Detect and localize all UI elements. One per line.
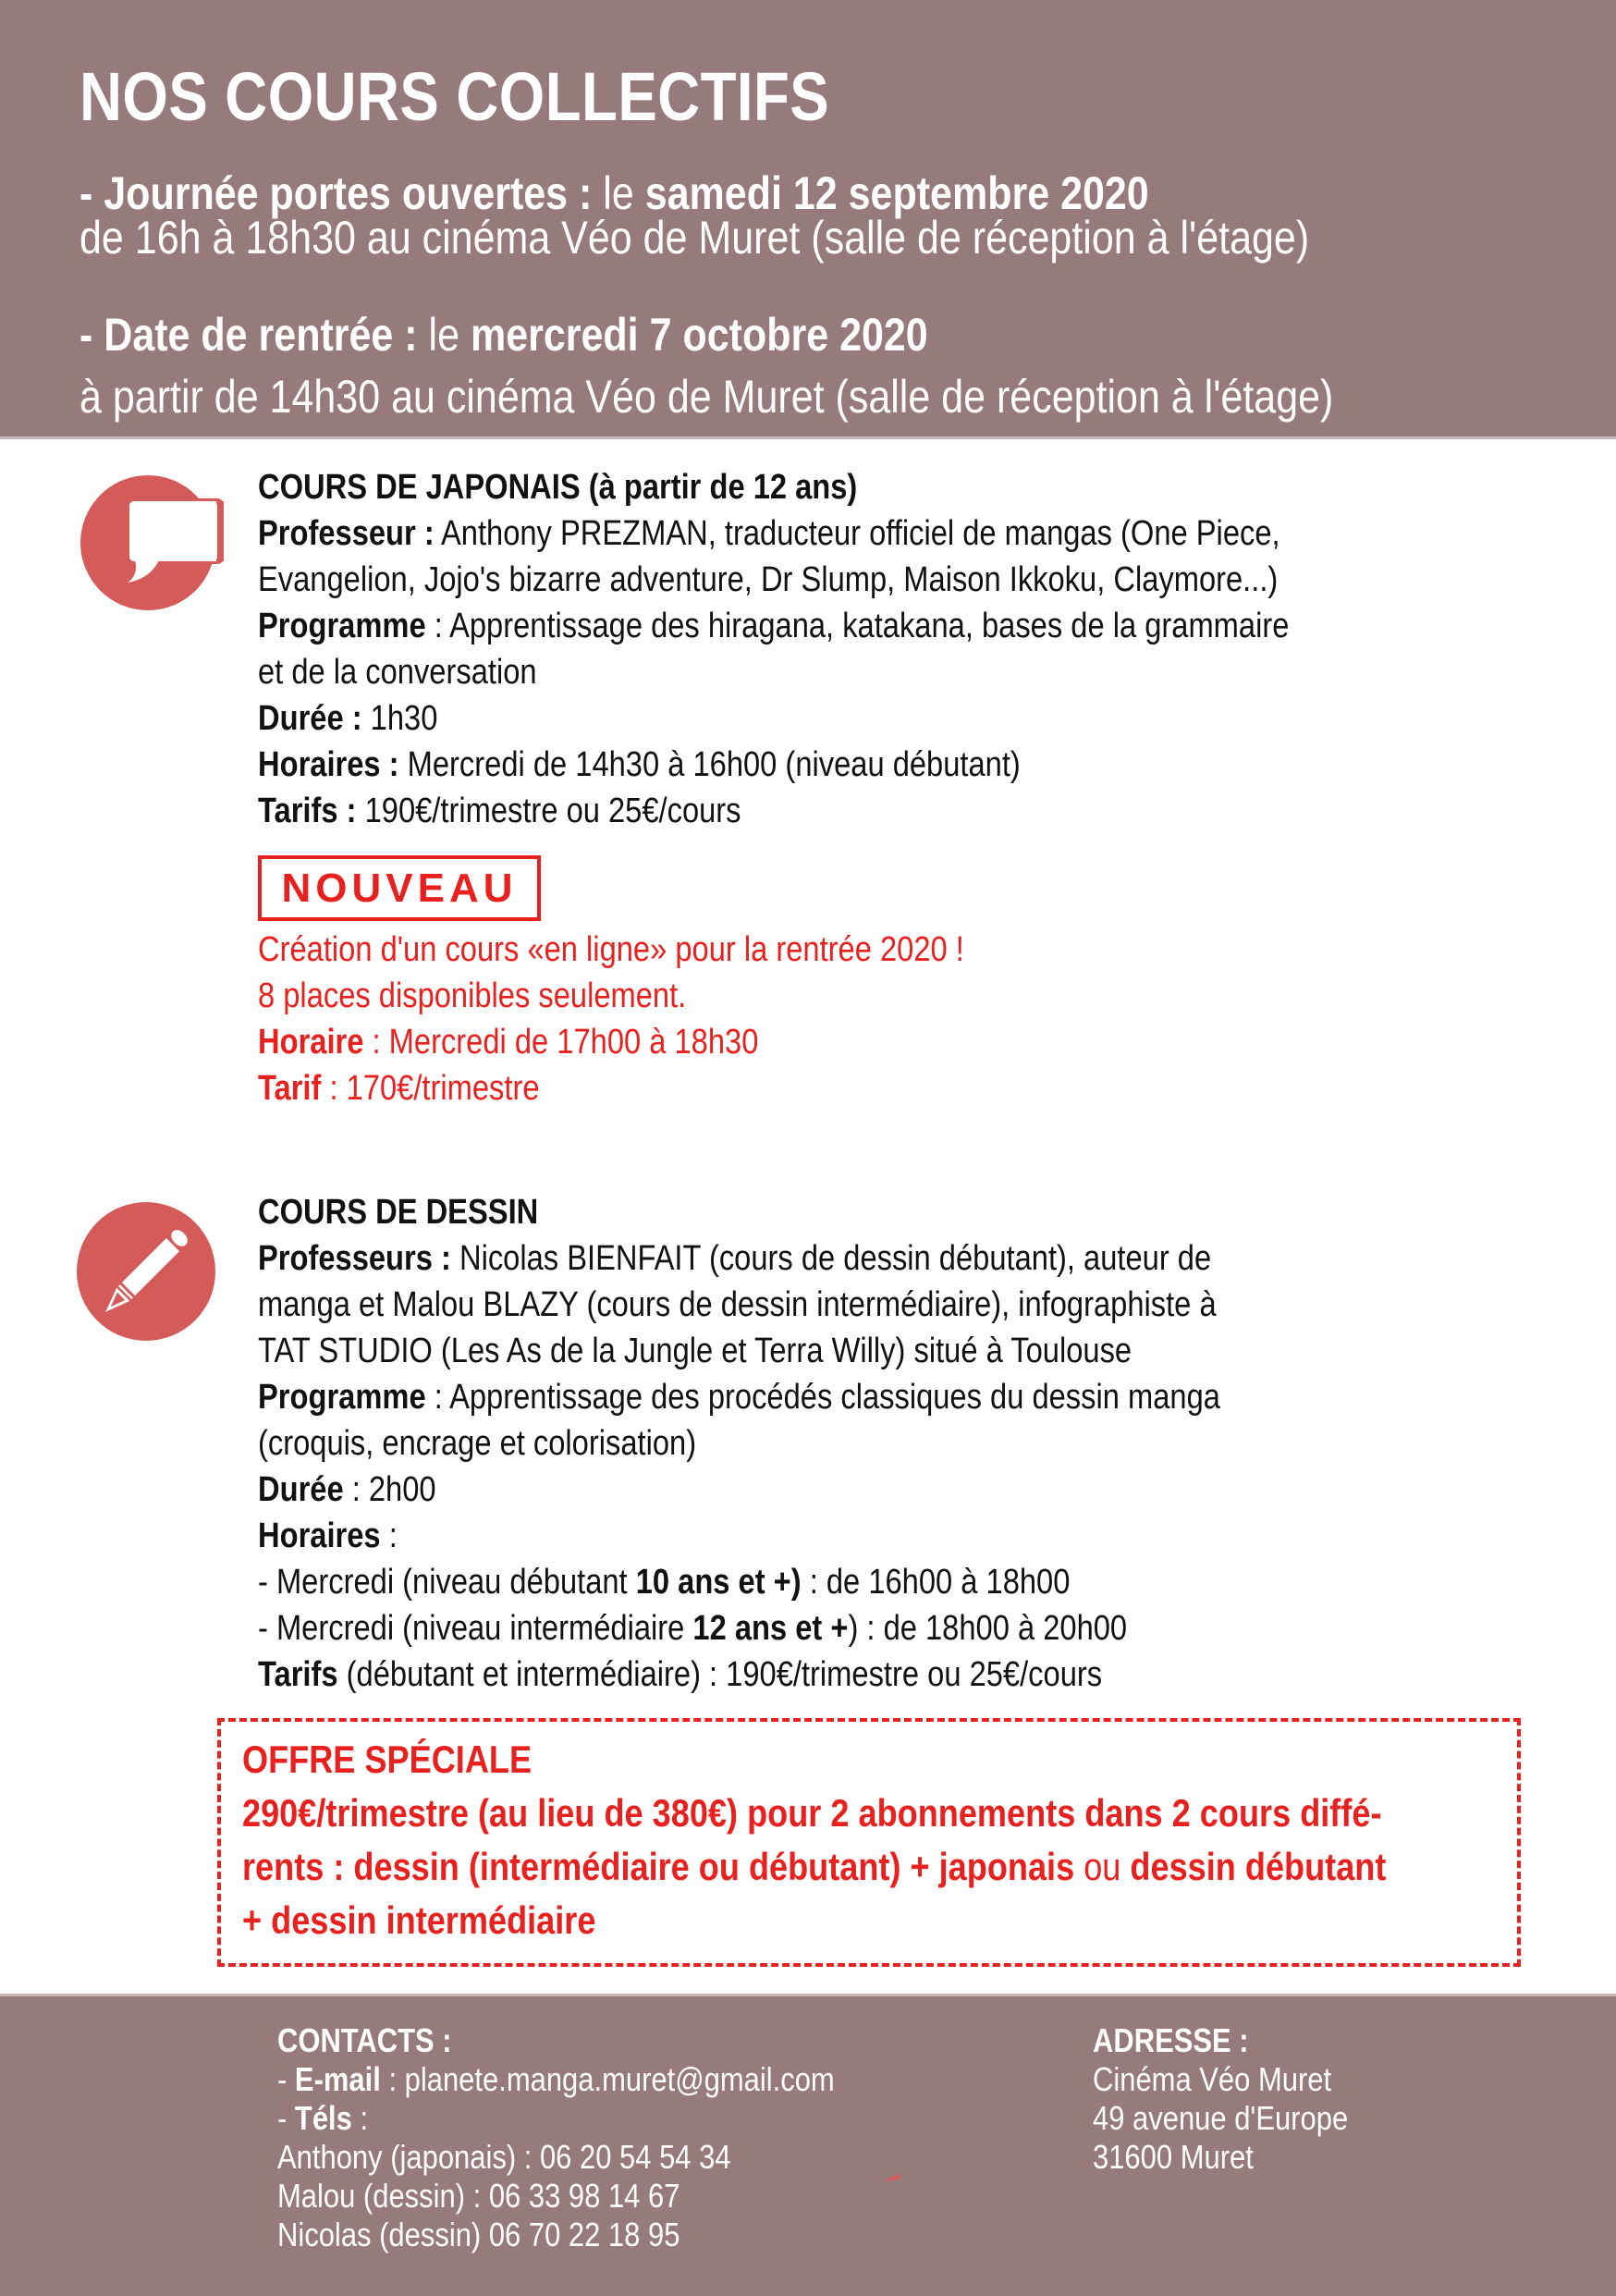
phone-anthony[interactable]: Anthony (japonais) : 06 20 54 54 34: [277, 2138, 731, 2176]
start-date-details: à partir de 14h30 au cinéma Véo de Muret (salle de réception à l'étage): [80, 371, 1334, 423]
slot-age: 12 ans et +: [692, 1609, 849, 1648]
schedule-label: Horaires :: [258, 745, 399, 784]
program-value: : Apprentissage des hiragana, katakana, bases de la grammaire: [425, 607, 1290, 645]
start-date-connector: le: [417, 309, 471, 361]
open-day-date: samedi 12 septembre 2020: [644, 167, 1149, 219]
speech-bubble-icon: [78, 475, 244, 614]
program-label: Programme: [258, 607, 426, 645]
teachers-value-cont-2: TAT STUDIO (Les As de la Jungle et Terra Willy) situé à Toulouse: [258, 1332, 1132, 1370]
schedule-value: Mercredi de 14h30 à 16h00 (niveau débutant): [398, 745, 1021, 784]
slot-time: : de 16h00 à 18h00: [801, 1563, 1071, 1602]
email-link[interactable]: : planete.manga.muret@gmail.com: [380, 2060, 835, 2098]
online-schedule-label: Horaire: [258, 1023, 364, 1062]
slot-prefix: - Mercredi (niveau intermédiaire: [258, 1609, 693, 1648]
teachers-value-cont-1: manga et Malou BLAZY (cours de dessin intermédiaire), infographiste à: [258, 1285, 1217, 1324]
drawing-price-value: (débutant et intermédiaire) : 190€/trimestre ou 25€/cours: [337, 1655, 1103, 1694]
email-dash: -: [277, 2060, 295, 2098]
online-schedule-value: : Mercredi de 17h00 à 18h30: [363, 1023, 759, 1062]
japanese-course-title: COURS DE JAPONAIS (à partir de 12 ans): [258, 468, 858, 507]
drawing-program-label: Programme: [258, 1378, 426, 1417]
drawing-course-section: [258, 1189, 1220, 1698]
start-date-line: [80, 308, 928, 362]
phones-label: Téls: [294, 2099, 352, 2137]
duration-value: 1h30: [361, 699, 438, 738]
open-day-details: de 16h à 18h30 au cinéma Véo de Muret (salle de réception à l'étage): [80, 212, 1310, 264]
drawing-course-title: COURS DE DESSIN: [258, 1193, 539, 1232]
price-label: Tarifs :: [258, 792, 357, 830]
online-course-places: 8 places disponibles seulement.: [258, 976, 687, 1015]
offer-or: ou: [1074, 1845, 1131, 1888]
drawing-duration-value: : 2h00: [343, 1470, 436, 1509]
contacts-title: CONTACTS :: [277, 2021, 452, 2059]
open-day-label: - Journée portes ouvertes :: [80, 167, 593, 219]
open-day-connector: le: [592, 167, 645, 219]
duration-label: Durée :: [258, 699, 362, 738]
contacts-block: [277, 2021, 835, 2254]
special-offer-title: OFFRE SPÉCIALE: [242, 1737, 533, 1781]
schedule-slot: [258, 1605, 1220, 1651]
drawing-price-label: Tarifs: [258, 1655, 338, 1694]
slot-prefix: - Mercredi (niveau débutant: [258, 1563, 636, 1602]
phone-malou[interactable]: Malou (dessin) : 06 33 98 14 67: [277, 2177, 680, 2215]
drawing-schedule-colon: :: [380, 1516, 398, 1555]
special-offer-line-3: + dessin intermédiaire: [242, 1898, 596, 1942]
email-label: E-mail: [294, 2060, 381, 2098]
phones-line: [277, 2099, 835, 2138]
phones-dash: -: [277, 2099, 295, 2137]
program-value-cont: et de la conversation: [258, 653, 537, 692]
phone-nicolas[interactable]: Nicolas (dessin) 06 70 22 18 95: [277, 2216, 680, 2253]
email-line: [277, 2060, 835, 2099]
slot-age: 10 ans et +): [635, 1563, 802, 1602]
drawing-duration-label: Durée: [258, 1470, 344, 1509]
pencil-icon: [77, 1202, 217, 1343]
address-block: [1093, 2021, 1348, 2177]
price-value: 190€/trimestre ou 25€/cours: [356, 792, 741, 830]
online-price-value: : 170€/trimestre: [321, 1069, 540, 1108]
online-price-label: Tarif: [258, 1069, 322, 1108]
drawing-schedule-label: Horaires: [258, 1516, 381, 1555]
drawing-program-value: : Apprentissage des procédés classiques du dessin manga: [425, 1378, 1220, 1417]
address-line: 31600 Muret: [1093, 2138, 1254, 2176]
teachers-value: Nicolas BIENFAIT (cours de dessin débutant), auteur de: [450, 1239, 1212, 1278]
offer-combo-2: dessin débutant: [1130, 1845, 1387, 1888]
offer-combo-1: rents : dessin (intermédiaire ou débutant) + japonais: [242, 1845, 1075, 1888]
page-title: NOS COURS COLLECTIFS: [80, 58, 830, 135]
new-badge-label: NOUVEAU: [281, 866, 518, 911]
address-title: ADRESSE :: [1093, 2021, 1249, 2059]
special-offer-text: [242, 1733, 1386, 1947]
teacher-value: Anthony PREZMAN, traducteur officiel de mangas (One Piece,: [434, 514, 1280, 553]
special-offer-line-1: 290€/trimestre (au lieu de 380€) pour 2 abonnements dans 2 cours diffé-: [242, 1791, 1382, 1835]
special-offer-line-2: [242, 1840, 1386, 1894]
address-line: Cinéma Véo Muret: [1093, 2060, 1332, 2098]
start-date-date: mercredi 7 octobre 2020: [470, 309, 928, 361]
new-badge: [258, 855, 541, 921]
online-course-section: [258, 927, 964, 1111]
phones-colon: :: [351, 2099, 369, 2137]
teacher-value-cont: Evangelion, Jojo's bizarre adventure, Dr Slump, Maison Ikkoku, Claymore...): [258, 560, 1279, 599]
address-line: 49 avenue d'Europe: [1093, 2099, 1349, 2137]
slot-time: ) : de 18h00 à 20h00: [848, 1609, 1128, 1648]
teacher-label: Professeur :: [258, 514, 435, 553]
schedule-slot: [258, 1559, 1220, 1605]
japanese-course-section: [258, 464, 1289, 834]
start-date-label: - Date de rentrée :: [80, 309, 418, 361]
drawing-program-value-cont: (croquis, encrage et colorisation): [258, 1424, 697, 1463]
teachers-label: Professeurs :: [258, 1239, 451, 1278]
online-course-announcement: Création d'un cours «en ligne» pour la rentrée 2020 !: [258, 930, 964, 969]
